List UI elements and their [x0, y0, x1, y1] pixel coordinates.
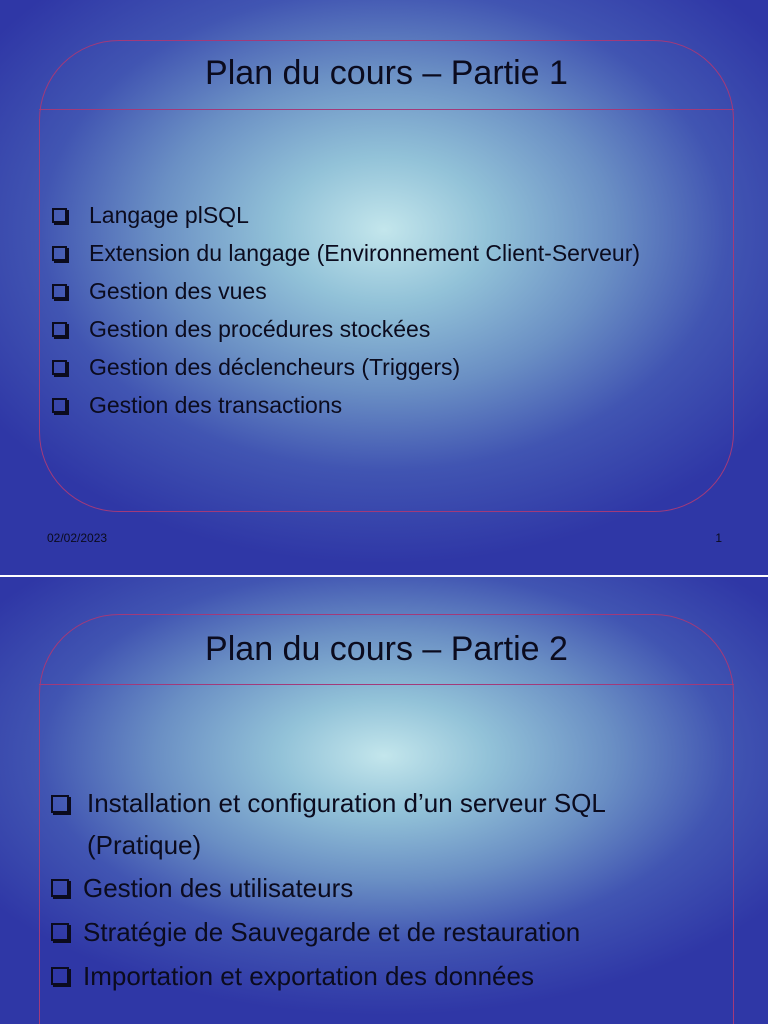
slide-title: Plan du cours – Partie 1 — [205, 54, 568, 92]
list-item — [48, 276, 640, 314]
checkbox-square-icon — [52, 360, 67, 375]
checkbox-square-icon — [51, 795, 69, 813]
list-item-text: Gestion des transactions — [89, 392, 343, 418]
checkbox-square-icon — [52, 322, 67, 337]
bullet-list — [48, 200, 640, 428]
list-item-text: Stratégie de Sauvegarde et de restauration — [83, 917, 581, 947]
list-item — [48, 200, 640, 238]
list-item — [48, 314, 640, 352]
list-item-text: Extension du langage (Environnement Client-Serveur) — [89, 240, 641, 266]
checkbox-square-icon — [52, 208, 67, 223]
list-item-text: Gestion des procédures stockées — [89, 316, 431, 342]
list-item-text: Gestion des utilisateurs — [83, 873, 354, 903]
list-item — [48, 782, 606, 866]
list-item — [48, 910, 606, 954]
list-item-text — [83, 782, 606, 866]
list-item-line: (Pratique) — [87, 830, 202, 860]
checkbox-square-icon — [51, 923, 69, 941]
page-number: 1 — [715, 531, 722, 545]
bullet-list — [48, 782, 606, 998]
list-item-text: Gestion des vues — [89, 278, 267, 304]
title-divider — [39, 109, 734, 110]
title-divider — [39, 684, 734, 685]
list-item-text: Langage plSQL — [89, 202, 249, 228]
list-item — [48, 866, 606, 910]
checkbox-square-icon — [52, 398, 67, 413]
slide-2 — [0, 577, 768, 1024]
list-item-text: Gestion des déclencheurs (Triggers) — [89, 354, 461, 380]
list-item — [48, 352, 640, 390]
list-item — [48, 238, 640, 276]
list-item — [48, 390, 640, 428]
list-item — [48, 954, 606, 998]
checkbox-square-icon — [52, 284, 67, 299]
list-item-text: Importation et exportation des données — [83, 961, 534, 991]
checkbox-square-icon — [51, 967, 69, 985]
slide-title: Plan du cours – Partie 2 — [205, 630, 568, 668]
footer-date: 02/02/2023 — [47, 531, 108, 545]
checkbox-square-icon — [51, 879, 69, 897]
checkbox-square-icon — [52, 246, 67, 261]
list-item-line: Installation et configuration d’un serveur SQL — [87, 788, 606, 818]
